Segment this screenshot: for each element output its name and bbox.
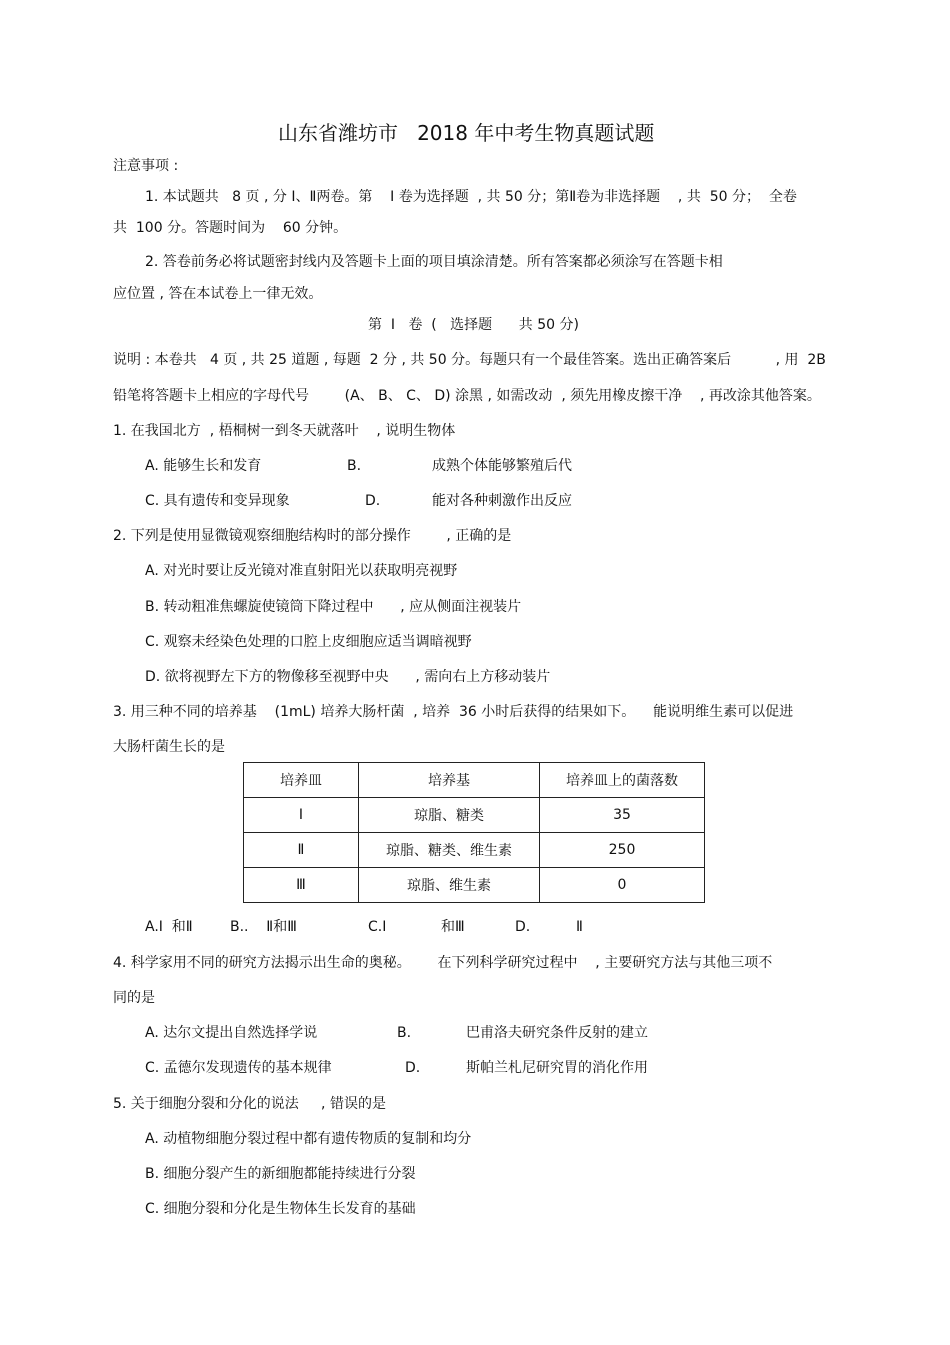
q3-option-d-rest: Ⅱ (576, 919, 583, 935)
q4-option-c: C. 孟德尔发现遗传的基本规律 (145, 1060, 332, 1076)
table-cell: Ⅲ (244, 868, 359, 903)
table-cell: Ⅰ (244, 798, 359, 833)
q5-stem: 5. 关于细胞分裂和分化的说法 , 错误的是 (113, 1096, 386, 1112)
q2-option-c: C. 观察未经染色处理的口腔上皮细胞应适当调暗视野 (145, 634, 472, 650)
table-cell: 琼脂、维生素 (359, 868, 540, 903)
q1-stem: 1. 在我国北方 , 梧桐树一到冬天就落叶 , 说明生物体 (113, 423, 456, 439)
table-cell: 35 (540, 798, 705, 833)
table-header-cell: 培养皿上的菌落数 (540, 763, 705, 798)
q4-stem-line2: 同的是 (113, 990, 155, 1006)
table-header-cell: 培养基 (359, 763, 540, 798)
page-title: 山东省潍坊市 2018 年中考生物真题试题 (278, 121, 655, 145)
q3-option-b: B.. Ⅱ和Ⅲ (230, 919, 297, 935)
q4-option-b: 巴甫洛夫研究条件反射的建立 (466, 1025, 648, 1041)
notice-item1-line1: 1. 本试题共 8 页 , 分 Ⅰ、Ⅱ两卷。第 Ⅰ 卷为选择题 , 共 50 分；第Ⅱ卷为非选择题 , 共 50 分； 全卷 (145, 189, 797, 205)
notice-item2-line1: 2. 答卷前务必将试题密封线内及答题卡上面的项目填涂清楚。所有答案都必须涂写在答题卡相 (145, 254, 723, 270)
q4-option-d: 斯帕兰札尼研究胃的消化作用 (466, 1060, 648, 1076)
q3-stem-line1: 3. 用三种不同的培养基 (1mL) 培养大肠杆菌 , 培养 36 小时后获得的结果如下。 能说明维生素可以促进 (113, 704, 794, 720)
section1-heading: 第 Ⅰ 卷 ( 选择题 共 50 分) (368, 317, 579, 333)
table-cell: Ⅱ (244, 833, 359, 868)
q1-option-b-label: B. (347, 458, 362, 474)
q4-option-a: A. 达尔文提出自然选择学说 (145, 1025, 318, 1041)
table-row (244, 798, 705, 833)
table-cell: 250 (540, 833, 705, 868)
q2-option-a: A. 对光时要让反光镜对准直射阳光以获取明亮视野 (145, 563, 458, 579)
culture-results-table (243, 762, 705, 903)
q2-stem: 2. 下列是使用显微镜观察细胞结构时的部分操作 , 正确的是 (113, 528, 512, 544)
q2-option-b: B. 转动粗准焦螺旋使镜筒下降过程中 , 应从侧面注视装片 (145, 599, 522, 615)
table-cell: 琼脂、糖类 (359, 798, 540, 833)
notice-item1-line2: 共 100 分。答题时间为 60 分钟。 (113, 220, 348, 236)
q4-stem-line1: 4. 科学家用不同的研究方法揭示出生命的奥秘。 在下列科学研究过程中 , 主要研究方法与其他三项不 (113, 955, 773, 971)
q1-option-b: 成熟个体能够繁殖后代 (432, 458, 572, 474)
q5-option-a: A. 动植物细胞分裂过程中都有遗传物质的复制和均分 (145, 1131, 472, 1147)
notice-heading: 注意事项 : (113, 158, 179, 174)
notice-item2-line2: 应位置 , 答在本试卷上一律无效。 (113, 286, 323, 302)
section1-desc-line2: 铅笔将答题卡上相应的字母代号 (A、 B、 C、 D) 涂黑 , 如需改动 , 须先用橡皮擦干净 , 再改涂其他答案。 (113, 388, 821, 404)
q1-option-d: 能对各种刺激作出反应 (432, 493, 572, 509)
q3-option-c-rest: 和Ⅲ (441, 919, 465, 935)
q4-option-b-label: B. (397, 1025, 412, 1041)
q1-option-d-label: D. (365, 493, 381, 509)
table-row (244, 833, 705, 868)
table-row (244, 868, 705, 903)
q5-option-c: C. 细胞分裂和分化是生物体生长发育的基础 (145, 1201, 416, 1217)
q3-option-d: D. (515, 919, 531, 935)
table-header-row (244, 763, 705, 798)
q3-option-a: A.Ⅰ 和Ⅱ (145, 919, 193, 935)
q1-option-c: C. 具有遗传和变异现象 (145, 493, 290, 509)
q1-option-a: A. 能够生长和发育 (145, 458, 262, 474)
q3-stem-line2: 大肠杆菌生长的是 (113, 739, 225, 755)
q4-option-d-label: D. (405, 1060, 421, 1076)
table-cell: 0 (540, 868, 705, 903)
q2-option-d: D. 欲将视野左下方的物像移至视野中央 , 需向右上方移动装片 (145, 669, 551, 685)
table-header-cell: 培养皿 (244, 763, 359, 798)
table-cell: 琼脂、糖类、维生素 (359, 833, 540, 868)
q3-option-c: C.Ⅰ (368, 919, 387, 935)
section1-desc-line1: 说明 : 本卷共 4 页 , 共 25 道题 , 每题 2 分 , 共 50 分。每题只有一个最佳答案。选出正确答案后 , 用 2B (113, 352, 826, 368)
q5-option-b: B. 细胞分裂产生的新细胞都能持续进行分裂 (145, 1166, 416, 1182)
